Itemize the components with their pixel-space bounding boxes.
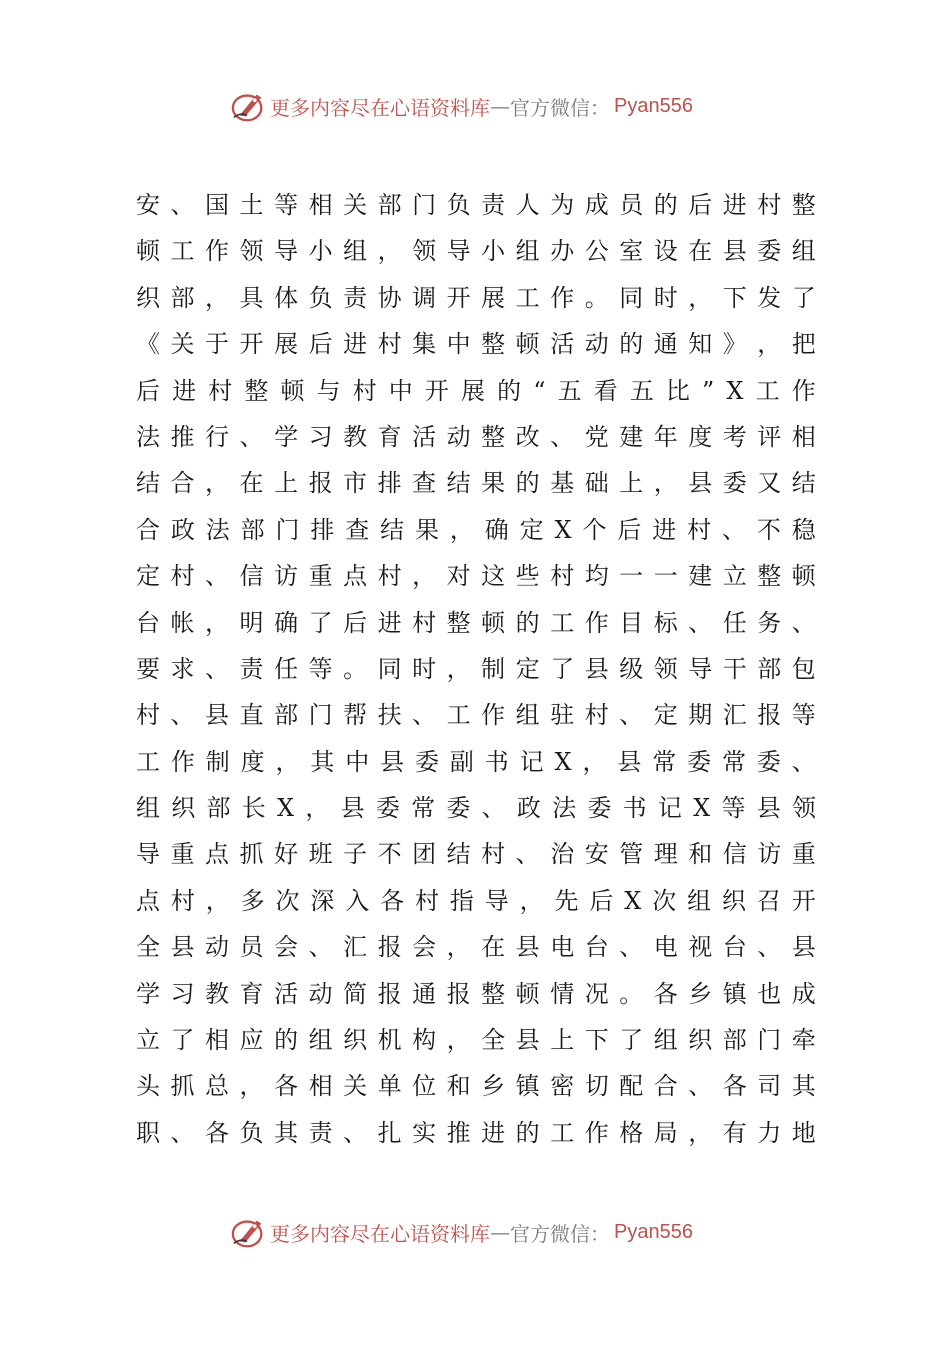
text-line: 《 关 于 开 展 后 进 村 集 中 整 顿 活 动 的 通 知 》 ， 把 [136,330,816,359]
text-line: 学 习 教 育 活 动 简 报 通 报 整 顿 情 况 。 各 乡 镇 也 成 [136,979,816,1008]
wechat-id: Pyan556 [614,94,693,117]
header-banner [230,86,750,126]
footer-banner [230,1212,750,1252]
brand-text: 更多内容尽在心语资料库 [270,95,490,120]
text-line: 点 村 ， 多 次 深 入 各 村 指 导 ， 先 后 X 次 组 织 召 开 [136,886,816,915]
wechat-id: Pyan556 [614,1220,693,1243]
wechat-label: 官方微信： [510,1221,610,1246]
text-line: 合 政 法 部 门 排 查 结 果 ， 确 定 X 个 后 进 村 、 不 稳 [136,515,816,544]
text-line: 工 作 制 度 ， 其 中 县 委 副 书 记 X ， 县 常 委 常 委 、 [136,747,816,776]
text-line: 全 县 动 员 会 、 汇 报 会 ， 在 县 电 台 、 电 视 台 、 县 [136,933,816,962]
text-line: 头 抓 总 ， 各 相 关 单 位 和 乡 镇 密 切 配 合 、 各 司 其 [136,1072,816,1101]
text-line: 立 了 相 应 的 组 织 机 构 ， 全 县 上 下 了 组 织 部 门 牵 [136,1026,816,1055]
text-line: 安 、 国 土 等 相 关 部 门 负 责 人 为 成 员 的 后 进 村 整 [136,191,816,219]
text-line: 职 、 各 负 其 责 、 扎 实 推 进 的 工 作 格 局 ， 有 力 地 [136,1118,816,1147]
text-line: 要 求 、 责 任 等 。 同 时 ， 制 定 了 县 级 领 导 干 部 包 [136,654,816,683]
wechat-label: 官方微信： [510,95,610,120]
text-line: 村 、 县 直 部 门 帮 扶 、 工 作 组 驻 村 、 定 期 汇 报 等 [136,701,816,730]
text-line: 后 进 村 整 顿 与 村 中 开 展 的 “ 五 看 五 比 ” X 工 作 [136,376,816,405]
pen-nib-logo-icon [230,87,268,125]
text-line: 组 织 部 长 X ， 县 委 常 委 、 政 法 委 书 记 X 等 县 领 [136,794,816,823]
text-line: 定 村 、 信 访 重 点 村 ， 对 这 些 村 均 一 一 建 立 整 顿 [136,562,816,591]
separator: — [490,1220,510,1244]
text-line: 导 重 点 抓 好 班 子 不 团 结 村 、 治 安 管 理 和 信 访 重 [136,840,816,869]
brand-text: 更多内容尽在心语资料库 [270,1221,490,1246]
text-line: 法 推 行 、 学 习 教 育 活 动 整 改 、 党 建 年 度 考 评 相 [136,422,816,451]
text-line: 结 合 ， 在 上 报 市 排 查 结 果 的 基 础 上 ， 县 委 又 结 [136,469,816,498]
text-line: 织 部 ， 具 体 负 责 协 调 开 展 工 作 。 同 时 ， 下 发 了 [136,283,816,312]
text-line: 顿 工 作 领 导 小 组 ， 领 导 小 组 办 公 室 设 在 县 委 组 [136,237,816,266]
pen-nib-logo-icon [230,1213,268,1251]
document-body [136,182,816,1156]
separator: — [490,94,510,118]
text-line: 台 帐 ， 明 确 了 后 进 村 整 顿 的 工 作 目 标 、 任 务 、 [136,608,816,637]
